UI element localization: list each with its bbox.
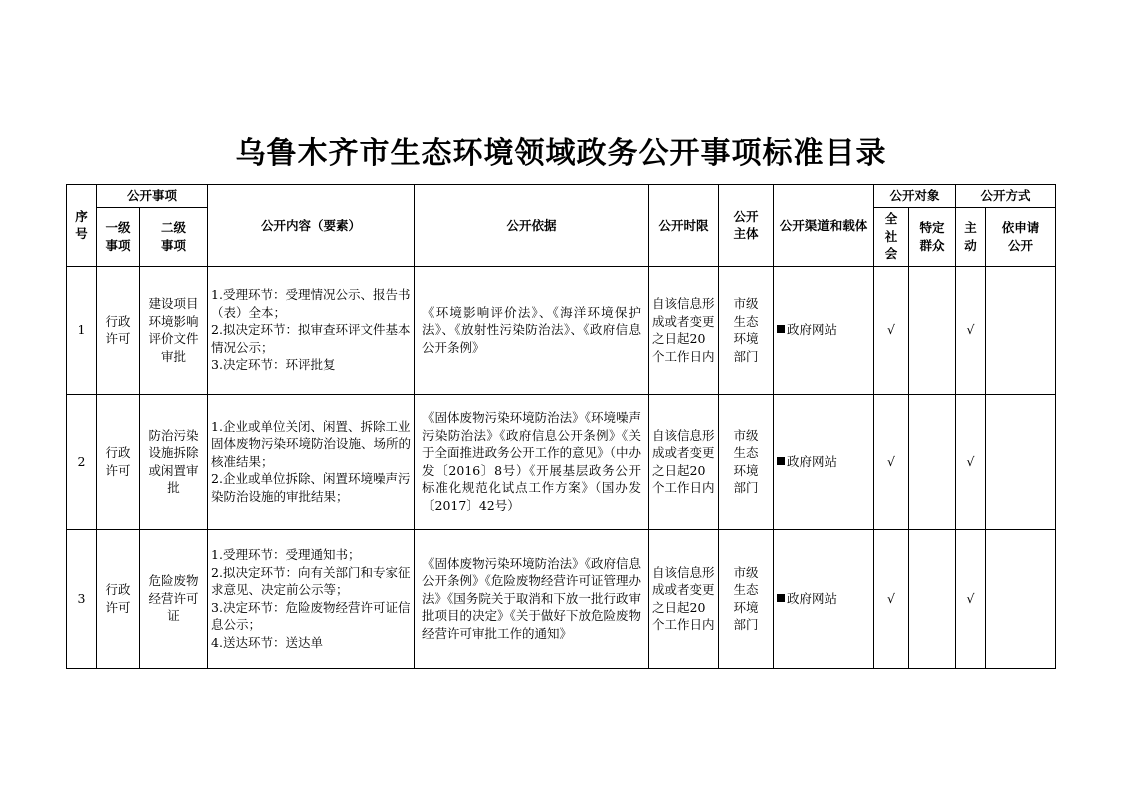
cell-channel: 政府网站 — [774, 394, 874, 529]
cell-target-all: √ — [874, 529, 909, 668]
cell-content: 1.受理环节：受理情况公示、报告书（表）全本； 2.拟决定环节：拟审查环评文件基本情况公示； 3.决定环节：环评批复 — [208, 266, 415, 394]
cell-seq: 3 — [67, 529, 97, 668]
cell-channel: 政府网站 — [774, 266, 874, 394]
header-method-active: 主动 — [956, 207, 986, 266]
header-item-group: 公开事项 — [97, 185, 208, 208]
header-content: 公开内容（要素） — [208, 185, 415, 267]
cell-basis: 《环境影响评价法》、《海洋环境保护法》、《放射性污染防治法》、《政府信息公开条例》 — [415, 266, 649, 394]
cell-time-limit: 自该信息形成或者变更之日起20个工作日内 — [649, 529, 719, 668]
header-method-request: 依申请公开 — [986, 207, 1056, 266]
cell-basis: 《固体废物污染环境防治法》《环境噪声污染防治法》《政府信息公开条例》《关于全面推进政务公开工作的意见》（中办发〔2016〕8号）《开展基层政务公开标准化规范化试点工作方案》（国办发〔2017〕42号） — [415, 394, 649, 529]
cell-level1: 行政许可 — [97, 394, 140, 529]
cell-basis: 《固体废物污染环境防治法》《政府信息公开条例》《危险废物经营许可证管理办法》《国务院关于取消和下放一批行政审批项目的决定》《关于做好下放危险废物经营许可审批工作的通知》 — [415, 529, 649, 668]
cell-channel: 政府网站 — [774, 529, 874, 668]
square-bullet-icon — [777, 325, 785, 333]
cell-target-specific — [909, 529, 956, 668]
cell-method-active: √ — [956, 394, 986, 529]
cell-level2: 建设项目环境影响评价文件审批 — [140, 266, 208, 394]
header-target-specific: 特定群众 — [909, 207, 956, 266]
cell-level1: 行政许可 — [97, 529, 140, 668]
table-row — [67, 529, 1056, 668]
header-target-all: 全社会 — [874, 207, 909, 266]
cell-time-limit: 自该信息形成或者变更之日起20个工作日内 — [649, 394, 719, 529]
header-row-1 — [67, 185, 1056, 208]
square-bullet-icon — [777, 594, 785, 602]
header-seq: 序号 — [67, 185, 97, 267]
cell-method-request — [986, 266, 1056, 394]
header-channel: 公开渠道和载体 — [774, 185, 874, 267]
cell-target-specific — [909, 394, 956, 529]
square-bullet-icon — [777, 457, 785, 465]
page-title: 乌鲁木齐市生态环境领域政务公开事项标准目录 — [235, 136, 887, 171]
cell-subject: 市级生态环境部门 — [719, 529, 774, 668]
header-time-limit: 公开时限 — [649, 185, 719, 267]
cell-subject: 市级生态环境部门 — [719, 394, 774, 529]
table-row — [67, 394, 1056, 529]
cell-method-active: √ — [956, 266, 986, 394]
cell-target-all: √ — [874, 394, 909, 529]
header-target-group: 公开对象 — [874, 185, 956, 208]
cell-method-request — [986, 529, 1056, 668]
cell-level2: 防治污染设施拆除或闲置审批 — [140, 394, 208, 529]
cell-level1: 行政许可 — [97, 266, 140, 394]
catalog-table — [66, 184, 1056, 669]
cell-time-limit: 自该信息形成或者变更之日起20个工作日内 — [649, 266, 719, 394]
cell-subject: 市级生态环境部门 — [719, 266, 774, 394]
cell-target-specific — [909, 266, 956, 394]
cell-content: 1.企业或单位关闭、闲置、拆除工业固体废物污染环境防治设施、场所的核准结果； 2.企业或单位拆除、闲置环境噪声污染防治设施的审批结果； — [208, 394, 415, 529]
table-row — [67, 266, 1056, 394]
header-method-group: 公开方式 — [956, 185, 1056, 208]
cell-seq: 2 — [67, 394, 97, 529]
cell-method-request — [986, 394, 1056, 529]
cell-method-active: √ — [956, 529, 986, 668]
cell-target-all: √ — [874, 266, 909, 394]
header-level2: 二级事项 — [140, 207, 208, 266]
cell-content: 1.受理环节：受理通知书； 2.拟决定环节：向有关部门和专家征求意见、决定前公示等； 3.决定环节：危险废物经营许可证信息公示； 4.送达环节：送达单 — [208, 529, 415, 668]
cell-level2: 危险废物经营许可证 — [140, 529, 208, 668]
header-basis: 公开依据 — [415, 185, 649, 267]
header-level1: 一级事项 — [97, 207, 140, 266]
cell-seq: 1 — [67, 266, 97, 394]
header-subject: 公开主体 — [719, 185, 774, 267]
